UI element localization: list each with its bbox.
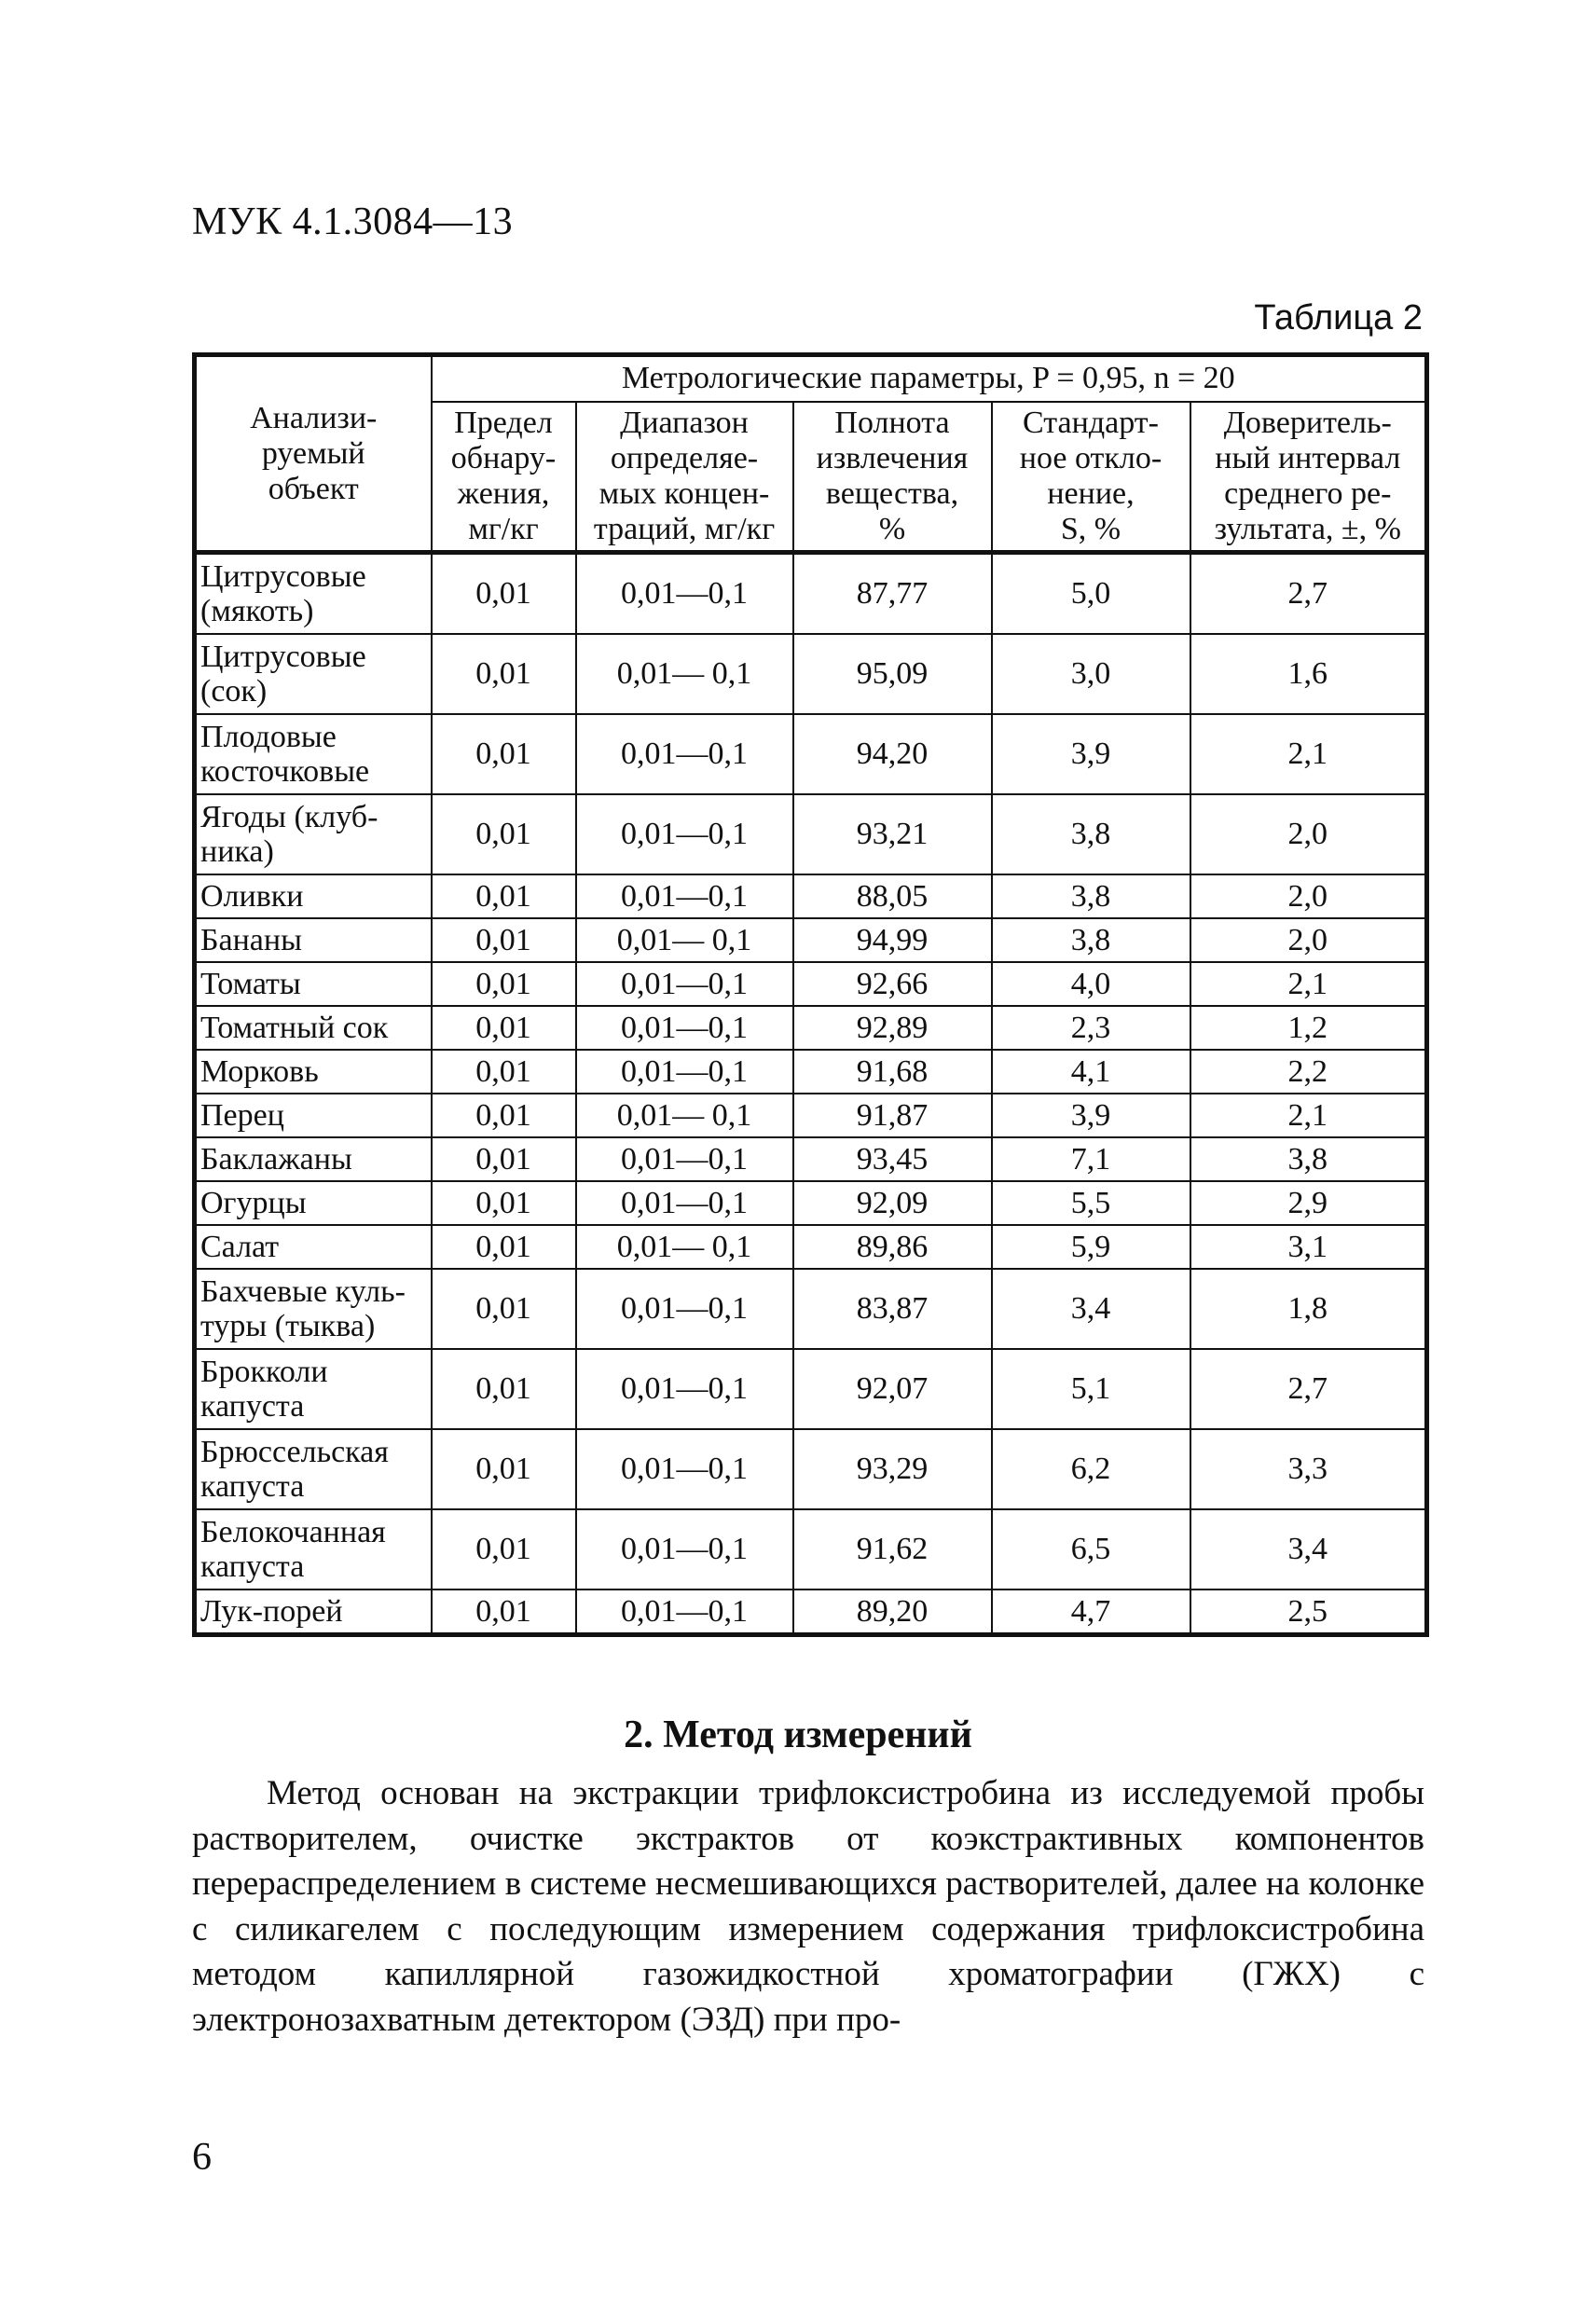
- table-body: [195, 553, 1427, 1635]
- cell-range: 0,01—0,1: [576, 1509, 793, 1590]
- cell-recovery: 88,05: [793, 874, 992, 918]
- cell-object: Салат: [195, 1225, 432, 1269]
- header-ci: Доверитель- ный интервал среднего ре- зультата, ±, %: [1190, 402, 1427, 553]
- table-row: [195, 1006, 1427, 1050]
- cell-limit: 0,01: [432, 1094, 576, 1137]
- cell-recovery: 91,68: [793, 1050, 992, 1094]
- table-row: [195, 553, 1427, 635]
- cell-limit: 0,01: [432, 1050, 576, 1094]
- cell-recovery: 92,89: [793, 1006, 992, 1050]
- cell-sd: 4,1: [992, 1050, 1190, 1094]
- cell-object: Белокочанная капуста: [195, 1509, 432, 1590]
- cell-object: Томаты: [195, 962, 432, 1006]
- cell-recovery: 93,29: [793, 1429, 992, 1509]
- cell-object: Цитрусовые (мякоть): [195, 553, 432, 635]
- cell-ci: 2,1: [1190, 1094, 1427, 1137]
- cell-range: 0,01—0,1: [576, 962, 793, 1006]
- cell-limit: 0,01: [432, 634, 576, 714]
- cell-recovery: 94,20: [793, 714, 992, 794]
- cell-sd: 3,9: [992, 1094, 1190, 1137]
- header-group-text: Метрологические параметры, P = 0,95, n = 20: [621, 361, 1235, 396]
- cell-ci: 2,7: [1190, 1349, 1427, 1429]
- cell-ci: 3,1: [1190, 1225, 1427, 1269]
- cell-range: 0,01—0,1: [576, 794, 793, 874]
- cell-recovery: 92,07: [793, 1349, 992, 1429]
- cell-object: Баклажаны: [195, 1137, 432, 1181]
- section-title: 2. Метод измерений: [624, 1713, 972, 1756]
- table-row: [195, 874, 1427, 918]
- cell-ci: 2,2: [1190, 1050, 1427, 1094]
- cell-sd: 6,5: [992, 1509, 1190, 1590]
- cell-limit: 0,01: [432, 1137, 576, 1181]
- table-row: [195, 1590, 1427, 1635]
- cell-limit: 0,01: [432, 1269, 576, 1349]
- cell-sd: 5,0: [992, 553, 1190, 635]
- cell-limit: 0,01: [432, 1006, 576, 1050]
- cell-range: 0,01—0,1: [576, 1006, 793, 1050]
- cell-range: 0,01—0,1: [576, 1137, 793, 1181]
- cell-sd: 3,4: [992, 1269, 1190, 1349]
- cell-ci: 2,0: [1190, 794, 1427, 874]
- cell-range: 0,01— 0,1: [576, 1094, 793, 1137]
- cell-ci: 2,7: [1190, 553, 1427, 635]
- header-limit: Предел обнару- жения, мг/кг: [432, 402, 576, 553]
- cell-sd: 4,7: [992, 1590, 1190, 1635]
- cell-object: Брокколи капуста: [195, 1349, 432, 1429]
- cell-sd: 3,9: [992, 714, 1190, 794]
- cell-object: Оливки: [195, 874, 432, 918]
- cell-range: 0,01—0,1: [576, 1429, 793, 1509]
- table-row: [195, 1094, 1427, 1137]
- cell-object: Томатный сок: [195, 1006, 432, 1050]
- cell-range: 0,01—0,1: [576, 1181, 793, 1225]
- table-row: [195, 1137, 1427, 1181]
- cell-range: 0,01—0,1: [576, 1269, 793, 1349]
- table-label: Таблица 2: [1254, 298, 1423, 337]
- table-row: [195, 1349, 1427, 1429]
- cell-range: 0,01—0,1: [576, 714, 793, 794]
- cell-range: 0,01—0,1: [576, 1590, 793, 1635]
- cell-limit: 0,01: [432, 1429, 576, 1509]
- header-group: [432, 355, 1427, 402]
- cell-sd: 7,1: [992, 1137, 1190, 1181]
- table-row: [195, 634, 1427, 714]
- cell-recovery: 89,20: [793, 1590, 992, 1635]
- cell-recovery: 87,77: [793, 553, 992, 635]
- cell-sd: 3,0: [992, 634, 1190, 714]
- cell-object: Лук-порей: [195, 1590, 432, 1635]
- cell-recovery: 95,09: [793, 634, 992, 714]
- cell-range: 0,01—0,1: [576, 1349, 793, 1429]
- document-code: МУК 4.1.3084—13: [192, 200, 514, 243]
- cell-sd: 4,0: [992, 962, 1190, 1006]
- cell-ci: 3,8: [1190, 1137, 1427, 1181]
- table-row: [195, 714, 1427, 794]
- metrology-table: [192, 352, 1429, 1637]
- cell-object: Плодовые косточковые: [195, 714, 432, 794]
- cell-limit: 0,01: [432, 1181, 576, 1225]
- cell-ci: 2,9: [1190, 1181, 1427, 1225]
- cell-range: 0,01—0,1: [576, 1050, 793, 1094]
- cell-recovery: 89,86: [793, 1225, 992, 1269]
- cell-sd: 3,8: [992, 794, 1190, 874]
- body-paragraph: Метод основан на экстракции трифлоксистробина из исследуемой пробы растворителем, очистке экстрактов от коэкстрактивных компонентов перераспределением в системе несмешивающихся растворителей, далее на колонке с силикагелем с последующим измерением содержания трифлоксистробина методом капиллярной газожидкостной хроматографии (ГЖХ) с электронозахватным детектором (ЭЗД) при про-: [192, 1774, 1424, 2039]
- table-row: [195, 1050, 1427, 1094]
- cell-ci: 3,4: [1190, 1509, 1427, 1590]
- cell-sd: 5,9: [992, 1225, 1190, 1269]
- cell-limit: 0,01: [432, 714, 576, 794]
- cell-recovery: 83,87: [793, 1269, 992, 1349]
- cell-limit: 0,01: [432, 1590, 576, 1635]
- cell-limit: 0,01: [432, 794, 576, 874]
- cell-object: Бахчевые куль- туры (тыква): [195, 1269, 432, 1349]
- cell-object: Ягоды (клуб- ника): [195, 794, 432, 874]
- table-row: [195, 1269, 1427, 1349]
- cell-ci: 1,2: [1190, 1006, 1427, 1050]
- table-row: [195, 1429, 1427, 1509]
- cell-sd: 6,2: [992, 1429, 1190, 1509]
- cell-recovery: 92,66: [793, 962, 992, 1006]
- page-number: 6: [192, 2136, 212, 2179]
- cell-recovery: 91,87: [793, 1094, 992, 1137]
- table-row: [195, 918, 1427, 962]
- header-object: Анализи- руемый объект: [195, 355, 432, 553]
- header-sd: Стандарт- ное откло- нение, S, %: [992, 402, 1190, 553]
- table-row: [195, 794, 1427, 874]
- cell-ci: 1,6: [1190, 634, 1427, 714]
- cell-sd: 5,5: [992, 1181, 1190, 1225]
- cell-object: Бананы: [195, 918, 432, 962]
- table-row: [195, 1225, 1427, 1269]
- cell-sd: 5,1: [992, 1349, 1190, 1429]
- header-range: Диапазон определяе- мых концен- траций, мг/кг: [576, 402, 793, 553]
- cell-object: Перец: [195, 1094, 432, 1137]
- table-row: [195, 1509, 1427, 1590]
- cell-object: Брюссельская капуста: [195, 1429, 432, 1509]
- cell-limit: 0,01: [432, 918, 576, 962]
- cell-ci: 3,3: [1190, 1429, 1427, 1509]
- cell-range: 0,01—0,1: [576, 874, 793, 918]
- cell-ci: 2,5: [1190, 1590, 1427, 1635]
- table-row: [195, 962, 1427, 1006]
- cell-range: 0,01— 0,1: [576, 918, 793, 962]
- cell-limit: 0,01: [432, 1225, 576, 1269]
- header-recovery: Полнота извлечения вещества, %: [793, 402, 992, 553]
- cell-range: 0,01— 0,1: [576, 634, 793, 714]
- cell-recovery: 92,09: [793, 1181, 992, 1225]
- cell-limit: 0,01: [432, 1509, 576, 1590]
- cell-sd: 3,8: [992, 918, 1190, 962]
- cell-limit: 0,01: [432, 874, 576, 918]
- cell-range: 0,01— 0,1: [576, 1225, 793, 1269]
- cell-sd: 3,8: [992, 874, 1190, 918]
- table-row: [195, 1181, 1427, 1225]
- cell-limit: 0,01: [432, 553, 576, 635]
- cell-range: 0,01—0,1: [576, 553, 793, 635]
- cell-ci: 1,8: [1190, 1269, 1427, 1349]
- cell-object: Цитрусовые (сок): [195, 634, 432, 714]
- cell-object: Огурцы: [195, 1181, 432, 1225]
- cell-recovery: 91,62: [793, 1509, 992, 1590]
- cell-ci: 2,1: [1190, 714, 1427, 794]
- cell-sd: 2,3: [992, 1006, 1190, 1050]
- cell-object: Морковь: [195, 1050, 432, 1094]
- cell-limit: 0,01: [432, 1349, 576, 1429]
- cell-recovery: 94,99: [793, 918, 992, 962]
- cell-ci: 2,0: [1190, 874, 1427, 918]
- cell-ci: 2,1: [1190, 962, 1427, 1006]
- cell-recovery: 93,45: [793, 1137, 992, 1181]
- cell-ci: 2,0: [1190, 918, 1427, 962]
- cell-recovery: 93,21: [793, 794, 992, 874]
- cell-limit: 0,01: [432, 962, 576, 1006]
